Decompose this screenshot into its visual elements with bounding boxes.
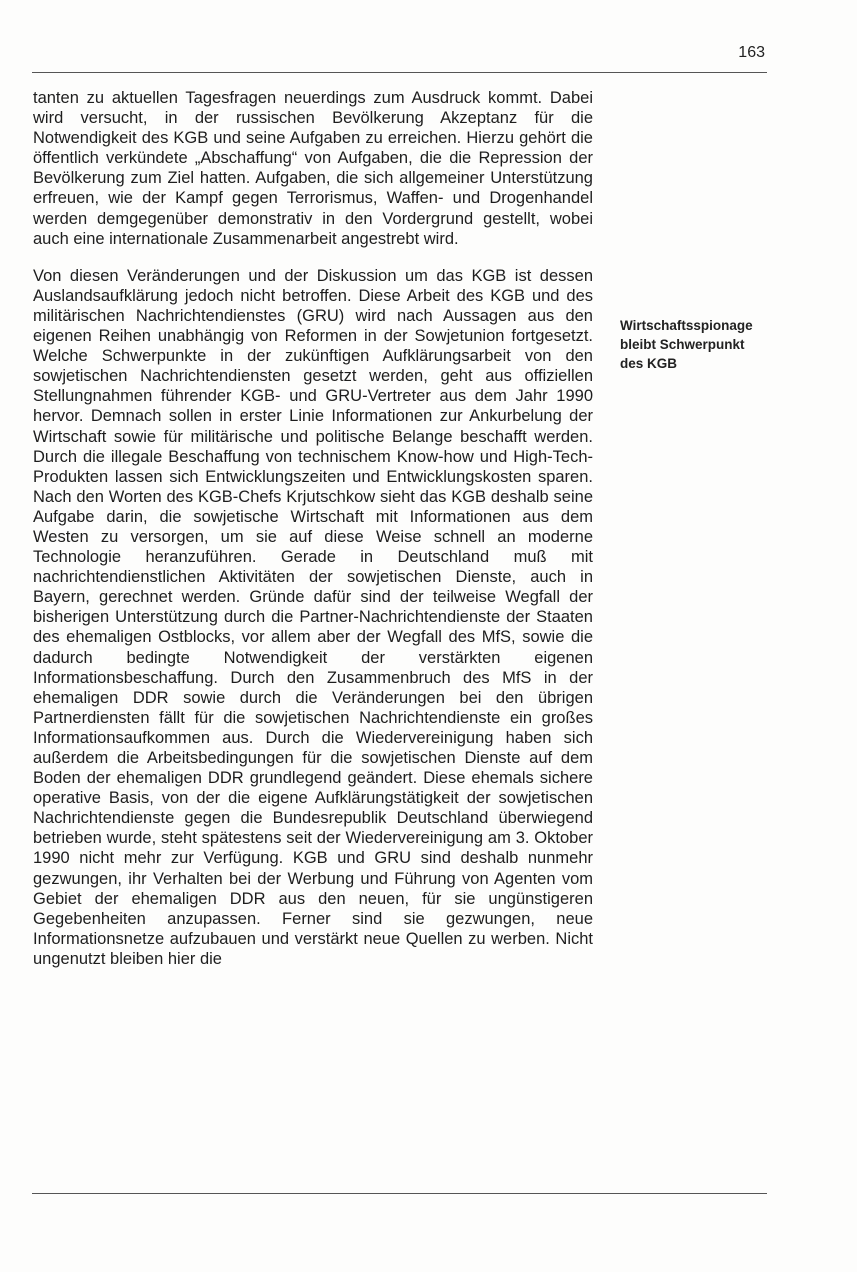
- header-rule: [32, 72, 767, 73]
- margin-note: Wirtschaftsspionage bleibt Schwerpunkt des KGB: [620, 318, 753, 371]
- main-text-column: [33, 88, 593, 969]
- page-number: 163: [738, 44, 765, 61]
- paragraph-1: tanten zu aktuellen Tagesfragen neuerdings zum Ausdruck kommt. Dabei wird versucht, in der russischen Bevölkerung Akzeptanz für die Notwendigkeit des KGB und seine Aufgaben zu erreichen. Hierzu gehört die öffentlich verkündete „Abschaffung“ von Aufgaben, die die Repression der Bevölkerung zum Ziel hatten. Aufgaben, die sich allgemeiner Unterstützung erfreuen, wie der Kampf gegen Terrorismus, Waffen- und Drogenhandel werden demgegenüber demonstrativ in den Vordergrund gestellt, wobei auch eine internationale Zusammenarbeit angestrebt wird.: [33, 89, 593, 248]
- paragraph-2: Von diesen Veränderungen und der Diskussion um das KGB ist dessen Auslandsaufklärung jedoch nicht betroffen. Diese Arbeit des KGB und des militärischen Nachrichtendienstes (GRU) wird nach Aussagen aus den eigenen Reihen unabhängig von Reformen in der Sowjetunion fortgesetzt. Welche Schwerpunkte in der zukünftigen Aufklärungsarbeit von den sowjetischen Nachrichtendiensten gesetzt werden, geht aus offiziellen Stellungnahmen führender KGB- und GRU-Vertreter aus dem Jahr 1990 hervor. Demnach sollen in erster Linie Informationen zur Ankurbelung der Wirtschaft sowie für militärische und politische Belange beschafft werden. Durch die illegale Beschaffung von technischem Know-how und High-Tech-Produkten lassen sich Entwicklungszeiten und Entwicklungskosten sparen. Nach den Worten des KGB-Chefs Krjutschkow sieht das KGB deshalb seine Aufgabe darin, die sowjetische Wirtschaft mit Informationen aus dem Westen zu versorgen, um sie auf diese Weise schnell an moderne Technologie heranzuführen. Gerade in Deutschland muß mit nachrichtendienstlichen Aktivitäten der sowjetischen Dienste, auch in Bayern, gerechnet werden. Gründe dafür sind der teilweise Wegfall der bisherigen Unterstützung durch die Partner-Nachrichtendienste der Staaten des ehemaligen Ostblocks, vor allem aber der Wegfall des MfS, sowie die dadurch bedingte Notwendigkeit der verstärkten eigenen Informationsbeschaffung. Durch den Zusammenbruch des MfS in der ehemaligen DDR sowie durch die Veränderungen bei den übrigen Partnerdiensten fällt für die sowjetischen Nachrichtendienste ein großes Informationsaufkommen aus. Durch die Wiedervereinigung haben sich außerdem die Arbeitsbedingungen für die sowjetischen Dienste auf dem Boden der ehemaligen DDR grundlegend geändert. Diese ehemals sichere operative Basis, von der die eigene Aufklärungstätigkeit der sowjetischen Nachrichtendienste gegen die Bundesrepublik Deutschland überwiegend betrieben wurde, steht spätestens seit der Wiedervereinigung am 3. Oktober 1990 nicht mehr zur Verfügung. KGB und GRU sind deshalb nunmehr gezwungen, ihr Verhalten bei der Werbung und Führung von Agenten vom Gebiet der ehemaligen DDR aus den neuen, für sie ungünstigeren Gegebenheiten anzupassen. Ferner sind sie gezwungen, neue Informationsnetze aufzubauen und verstärkt neue Quellen zu werben. Nicht ungenutzt bleiben hier die: [33, 266, 593, 968]
- footer-rule: [32, 1193, 767, 1194]
